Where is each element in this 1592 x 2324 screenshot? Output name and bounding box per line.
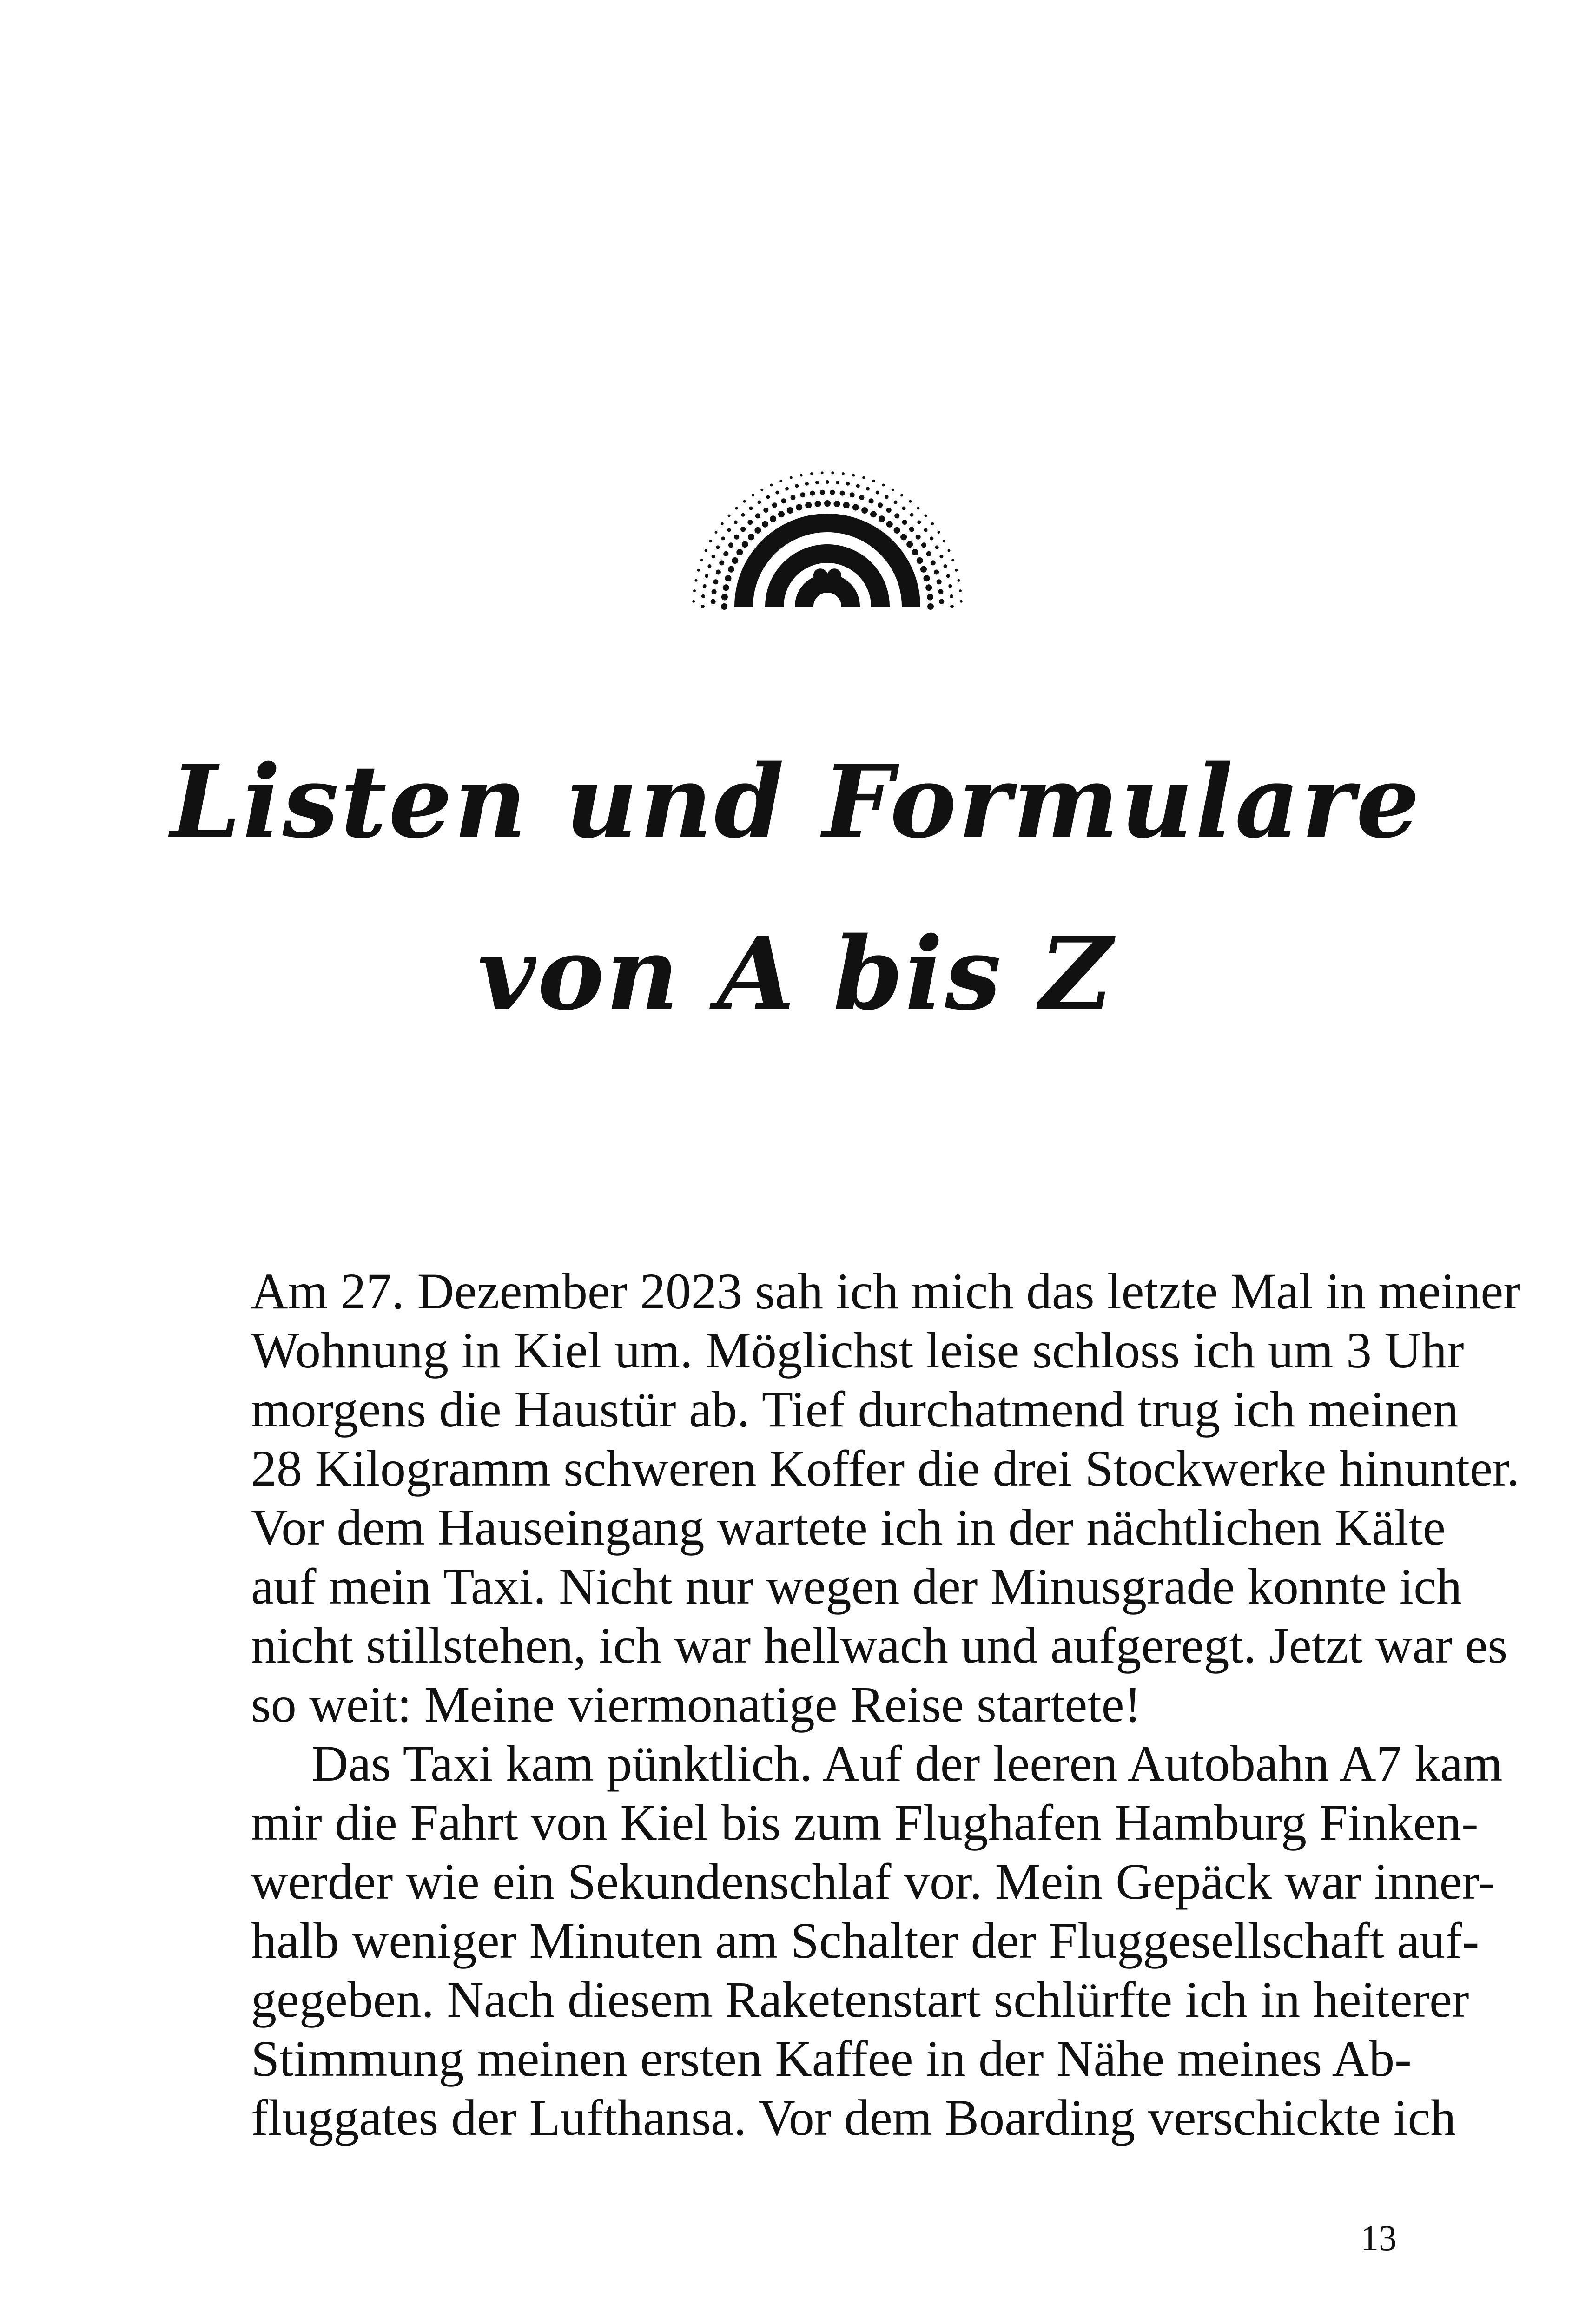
- page-number: 13: [1361, 2218, 1397, 2258]
- text-line: Am 27. Dezember 2023 sah ich mich das letzte Mal in meiner: [251, 1263, 1520, 1320]
- halo-dot: [721, 594, 728, 601]
- text-line: so weit: Meine viermonatige Reise startete!: [251, 1676, 1142, 1733]
- halo-dot: [948, 584, 952, 588]
- halo-dot: [909, 500, 912, 503]
- halo-dot: [742, 541, 748, 548]
- halo-dot: [886, 508, 892, 513]
- halo-dot: [810, 491, 815, 496]
- halo-dot: [886, 521, 893, 528]
- text-line: Vor dem Hauseingang wartete ich in der nächtlichen Kälte: [251, 1499, 1446, 1556]
- halo-dot: [910, 513, 914, 517]
- halo-dot: [700, 559, 703, 561]
- halo-dot: [843, 502, 850, 508]
- halo-dot: [723, 584, 729, 591]
- halo-dot: [728, 566, 734, 573]
- text-line: nicht stillstehen, ich war hellwach und aufgeregt. Jetzt war es: [251, 1617, 1508, 1674]
- text-line: halb weniger Minuten am Schalter der Fluggesellschaft auf-: [251, 1912, 1480, 1969]
- halo-dot: [944, 564, 947, 568]
- text-line: morgens die Haustür ab. Tief durchatmend trug ich meinen: [251, 1381, 1459, 1438]
- halo-dot: [734, 535, 739, 540]
- halo-dot: [778, 511, 785, 517]
- halo-dot: [856, 484, 860, 488]
- halo-dot: [747, 520, 753, 525]
- halo-dot: [852, 504, 859, 511]
- halo-dot: [695, 579, 698, 582]
- halo-dot: [824, 500, 831, 507]
- halo-dot: [719, 560, 724, 565]
- halo-dot: [772, 502, 777, 508]
- halo-dot: [781, 498, 786, 503]
- halo-dot: [830, 490, 835, 495]
- halo-dot: [712, 589, 717, 594]
- halo-dot: [708, 564, 712, 568]
- halo-dot: [846, 482, 850, 486]
- text-line: mir die Fahrt von Kiel bis zum Flughafen Hamburg Finken-: [251, 1794, 1479, 1851]
- halo-dot: [902, 507, 906, 510]
- halo-dot: [894, 527, 900, 534]
- halo-dot: [935, 545, 939, 549]
- halo-dot: [716, 545, 720, 549]
- halo-dot: [946, 574, 950, 578]
- halo-dot: [834, 501, 840, 507]
- halo-dot: [752, 494, 754, 497]
- halo-dot: [921, 542, 926, 548]
- halo-dot: [937, 579, 942, 584]
- halo-dot: [692, 600, 695, 603]
- halo-dot: [713, 579, 718, 584]
- halo-dot: [959, 589, 962, 592]
- text-line: Das Taxi kam pünktlich. Auf der leeren Autobahn A7 kam: [311, 1735, 1503, 1792]
- text-line: Wohnung in Kiel um. Möglichst leise schloss ich um 3 Uhr: [251, 1322, 1464, 1379]
- halo-dot: [939, 555, 943, 558]
- halo-dot: [920, 566, 927, 573]
- halo-dot: [721, 536, 725, 540]
- halo-dot: [709, 540, 712, 542]
- halo-dot: [762, 521, 768, 528]
- halo-dot: [787, 507, 793, 514]
- halo-dot: [748, 534, 754, 540]
- halo-dot: [951, 559, 954, 561]
- halo-dot: [934, 570, 939, 575]
- halo-dot: [732, 557, 738, 564]
- halo-dot: [925, 584, 932, 591]
- halo-dot: [909, 527, 914, 532]
- halo-dot: [810, 472, 813, 475]
- halo-dot: [916, 535, 921, 540]
- chapter-title: [139, 716, 1453, 1060]
- halo-dot: [842, 472, 845, 475]
- halo-dot: [800, 474, 803, 477]
- halo-dot: [925, 515, 927, 517]
- halo-dot: [701, 605, 705, 608]
- halo-dot: [950, 605, 954, 608]
- halo-dot: [948, 549, 951, 552]
- halo-dot: [741, 513, 745, 517]
- halo-dot: [870, 511, 877, 517]
- halo-dot: [805, 502, 812, 508]
- halo-dot: [926, 551, 931, 556]
- chapter-title-line-2: von A bis Z: [477, 915, 1115, 1032]
- halo-dot: [931, 522, 934, 525]
- halo-dot: [763, 508, 768, 513]
- rainbow-heart-icon: [688, 446, 967, 614]
- text-line: Stimmung meinen ersten Kaffee in der Nähe meines Ab-: [251, 2030, 1412, 2087]
- halo-dot: [900, 534, 907, 540]
- halo-dot: [705, 574, 708, 578]
- halo-dot: [836, 481, 839, 484]
- halo-dot: [705, 549, 707, 552]
- halo-dot: [872, 480, 875, 482]
- halo-dot: [820, 490, 825, 495]
- text-line: 28 Kilogramm schweren Koffer die drei Stockwerke hinunter.: [251, 1440, 1519, 1497]
- halo-dot: [938, 531, 940, 534]
- halo-dot: [716, 570, 721, 575]
- text-line: fluggates der Lufthansa. Vor dem Boarding verschickte ich: [251, 2089, 1456, 2146]
- halo-dot: [725, 575, 732, 581]
- halo-dot: [917, 507, 920, 510]
- halo-dot: [815, 481, 819, 484]
- halo-dot: [902, 520, 907, 525]
- halo-dot: [749, 507, 753, 510]
- halo-dot: [728, 515, 731, 517]
- halo-dot: [960, 600, 963, 603]
- halo-dot: [950, 594, 953, 598]
- halo-dot: [892, 489, 894, 491]
- halo-dot: [770, 515, 776, 522]
- halo-dot: [879, 515, 885, 522]
- halo-dot: [693, 589, 696, 592]
- halo-dot: [711, 599, 716, 604]
- halo-dot: [697, 569, 700, 572]
- halo-dot: [861, 507, 868, 514]
- halo-dot: [927, 603, 934, 610]
- halo-dot: [734, 521, 738, 524]
- halo-dot: [917, 521, 921, 524]
- halo-dot: [727, 528, 731, 532]
- halo-dot: [958, 579, 960, 582]
- halo-dot: [826, 480, 829, 484]
- halo-dot: [938, 589, 943, 594]
- halo-dot: [894, 501, 898, 504]
- halo-dot: [815, 501, 821, 507]
- halo-dot: [790, 476, 793, 479]
- halo-dot: [740, 527, 746, 532]
- halo-dot: [723, 551, 728, 556]
- halo-dot: [852, 474, 855, 477]
- halo-dot: [701, 594, 705, 598]
- halo-dot: [840, 491, 845, 496]
- halo-dot: [876, 491, 879, 495]
- halo-dot: [917, 557, 923, 564]
- halo-dot: [800, 492, 805, 497]
- halo-dot: [930, 536, 933, 540]
- halo-dot: [796, 504, 802, 511]
- halo-dot: [924, 528, 928, 532]
- halo-dot: [927, 594, 933, 601]
- halo-dot: [754, 527, 761, 534]
- halo-dot: [757, 501, 761, 504]
- halo-dot: [912, 549, 918, 555]
- halo-dot: [831, 471, 834, 474]
- halo-dot: [755, 513, 760, 518]
- halo-dot: [882, 484, 885, 487]
- halo-dot: [736, 549, 743, 555]
- halo-dot: [906, 541, 913, 548]
- halo-dot: [878, 502, 883, 508]
- halo-dot: [859, 495, 865, 500]
- halo-dot: [735, 507, 738, 510]
- text-line: werder wie ein Sekundenschlaf vor. Mein Gepäck war inner-: [251, 1853, 1495, 1910]
- text-line: gegeben. Nach diesem Raketenstart schlürfte ich in heiterer: [251, 1971, 1469, 2028]
- halo-dot: [760, 489, 763, 491]
- body-text: [251, 1262, 1520, 2147]
- chapter-title-line-1: Listen und Formulare: [170, 743, 1422, 860]
- halo-dot: [703, 584, 707, 588]
- halo-dot: [743, 500, 746, 503]
- halo-dot: [721, 522, 724, 525]
- halo-dot: [866, 487, 870, 491]
- halo-dot: [850, 492, 855, 497]
- halo-dot: [894, 513, 899, 518]
- halo-dot: [785, 487, 789, 491]
- halo-dot: [721, 603, 727, 610]
- halo-dot: [862, 476, 865, 479]
- halo-dot: [869, 498, 874, 503]
- paragraph-1: [251, 1262, 1520, 1734]
- halo-dot: [712, 555, 715, 558]
- halo-dot: [939, 599, 944, 604]
- halo-dot: [728, 542, 733, 548]
- halo-dot: [821, 471, 824, 474]
- halo-dot: [924, 575, 930, 581]
- halo-dot: [775, 491, 779, 495]
- text-line: auf mein Taxi. Nicht nur wegen der Minusgrade konnte ich: [251, 1558, 1462, 1615]
- halo-dot: [900, 494, 903, 497]
- halo-dot: [715, 531, 718, 534]
- halo-dot: [931, 560, 936, 565]
- halo-dot: [770, 484, 773, 487]
- paragraph-2: [251, 1734, 1503, 2147]
- halo-dot: [805, 482, 809, 486]
- halo-dot: [885, 495, 889, 499]
- halo-dot: [795, 484, 799, 488]
- halo-dot: [791, 495, 796, 500]
- halo-dot: [766, 495, 770, 499]
- halo-dot: [943, 540, 945, 542]
- halo-dot: [779, 480, 782, 482]
- halo-dot: [955, 569, 958, 572]
